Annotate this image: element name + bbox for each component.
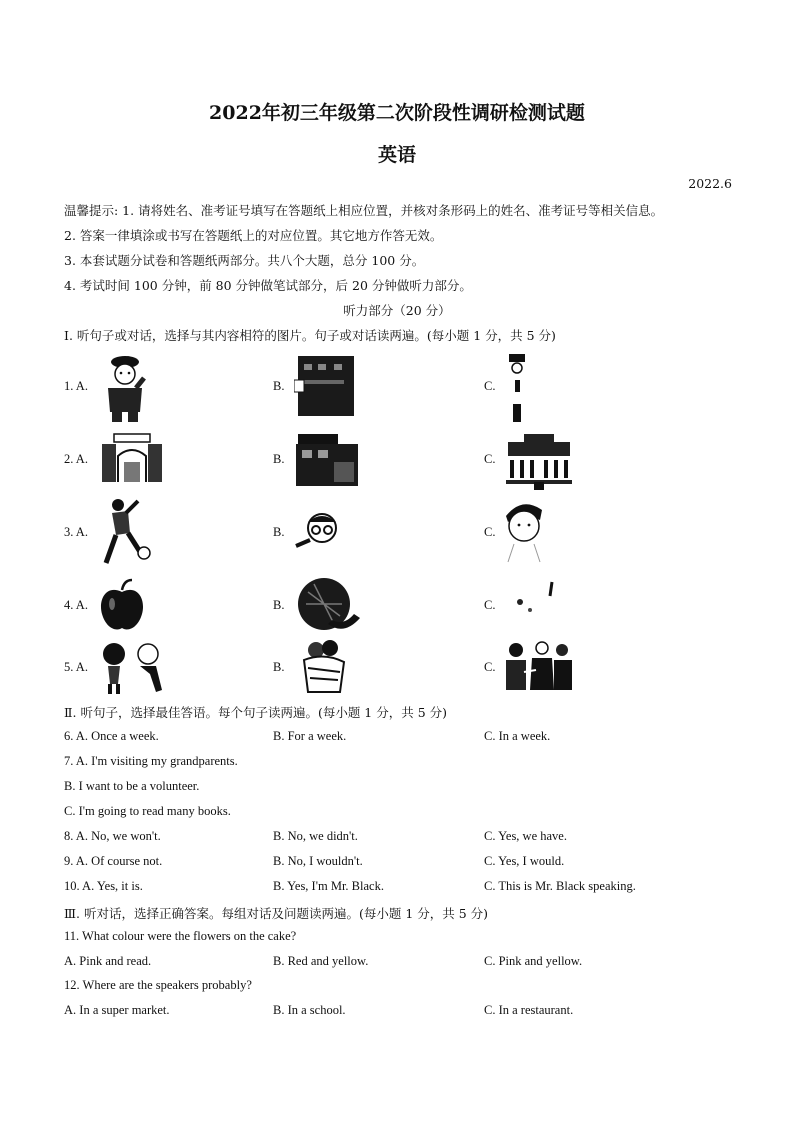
- q12-option-a: A. In a super market.: [64, 1003, 170, 1017]
- q5-label-a: 5. A.: [64, 660, 88, 674]
- q1-image-a-police-officer: [100, 352, 150, 424]
- q2-label-b: B.: [273, 452, 285, 466]
- q11-option-b: B. Red and yellow.: [273, 954, 369, 968]
- q3-image-b-swimmer: [294, 510, 350, 552]
- instruction-2: 2. 答案一律填涂或书写在答题纸上的对应位置。其它地方作答无效。: [64, 228, 443, 243]
- q12-question: 12. Where are the speakers probably?: [64, 978, 252, 992]
- q8-option-b: B. No, we didn't.: [273, 829, 358, 843]
- q5-image-b-hugging: [294, 638, 354, 694]
- q5-image-c-handshake: [502, 640, 574, 692]
- q4-image-b-watermelon: [294, 574, 362, 636]
- q4-label-a: 4. A.: [64, 598, 88, 612]
- q1-label-b: B.: [273, 379, 285, 393]
- section2-heading: Ⅱ. 听句子，选择最佳答语。每个句子读两遍。(每小题 1 分，共 5 分): [64, 705, 447, 720]
- q11-option-c: C. Pink and yellow.: [484, 954, 583, 968]
- q3-label-b: B.: [273, 525, 285, 539]
- q12-option-b: B. In a school.: [273, 1003, 346, 1017]
- q1-image-b-building: [294, 354, 356, 418]
- q10-option-c: C. This is Mr. Black speaking.: [484, 879, 636, 893]
- q7-option-b: B. I want to be a volunteer.: [64, 779, 200, 793]
- q6-option-c: C. In a week.: [484, 729, 551, 743]
- q5-label-b: B.: [273, 660, 285, 674]
- q10-option-a: 10. A. Yes, it is.: [64, 879, 143, 893]
- q1-label-c: C.: [484, 379, 496, 393]
- listening-heading: 听力部分（20 分）: [343, 303, 451, 318]
- q6-option-b: B. For a week.: [273, 729, 347, 743]
- exam-date: 2022.6: [688, 176, 732, 191]
- q3-label-a: 3. A.: [64, 525, 88, 539]
- q2-label-c: C.: [484, 452, 496, 466]
- q2-label-a: 2. A.: [64, 452, 88, 466]
- section1-heading: Ⅰ. 听句子或对话，选择与其内容相符的图片。句子或对话读两遍。(每小题 1 分，共 5 分): [64, 328, 556, 343]
- instruction-1: 温馨提示: 1. 请将姓名、准考证号填写在答题纸上相应位置，并核对条形码上的姓名、准考证号等相关信息。: [64, 203, 664, 218]
- q2-image-a-school-gate: [100, 432, 164, 484]
- section3-heading: Ⅲ. 听对话，选择正确答案。每组对话及问题读两遍。(每小题 1 分，共 5 分): [64, 906, 489, 921]
- q8-option-a: 8. A. No, we won't.: [64, 829, 161, 843]
- q1-label-a: 1. A.: [64, 379, 88, 393]
- q7-option-c: C. I'm going to read many books.: [64, 804, 231, 818]
- instruction-3: 3. 本套试题分试卷和答题纸两部分。共八个大题，总分 100 分。: [64, 253, 425, 268]
- exam-title: 2022年初三年级第二次阶段性调研检测试题: [209, 102, 585, 124]
- q11-option-a: A. Pink and read.: [64, 954, 152, 968]
- q3-image-a-basketball-player: [98, 497, 154, 567]
- q9-option-a: 9. A. Of course not.: [64, 854, 163, 868]
- q11-question: 11. What colour were the flowers on the cake?: [64, 929, 297, 943]
- instruction-4: 4. 考试时间 100 分钟，前 80 分钟做笔试部分，后 20 分钟做听力部分。: [64, 278, 472, 293]
- q7-option-a: 7. A. I'm visiting my grandparents.: [64, 754, 238, 768]
- q5-label-c: C.: [484, 660, 496, 674]
- subject-title: 英语: [377, 144, 416, 166]
- q4-image-a-apple: [98, 578, 146, 632]
- q2-image-c-hall: [504, 432, 574, 490]
- q4-image-c-fruit: [506, 580, 562, 620]
- q3-image-c-boy: [500, 498, 550, 564]
- q1-image-c-person: [504, 352, 534, 424]
- q8-option-c: C. Yes, we have.: [484, 829, 567, 843]
- q4-label-c: C.: [484, 598, 496, 612]
- q4-label-b: B.: [273, 598, 285, 612]
- q6-option-a: 6. A. Once a week.: [64, 729, 159, 743]
- q10-option-b: B. Yes, I'm Mr. Black.: [273, 879, 384, 893]
- q3-label-c: C.: [484, 525, 496, 539]
- q12-option-c: C. In a restaurant.: [484, 1003, 574, 1017]
- q2-image-b-building: [294, 432, 360, 488]
- q9-option-b: B. No, I wouldn't.: [273, 854, 363, 868]
- q9-option-c: C. Yes, I would.: [484, 854, 565, 868]
- q5-image-a-two-people-bowing: [98, 640, 166, 694]
